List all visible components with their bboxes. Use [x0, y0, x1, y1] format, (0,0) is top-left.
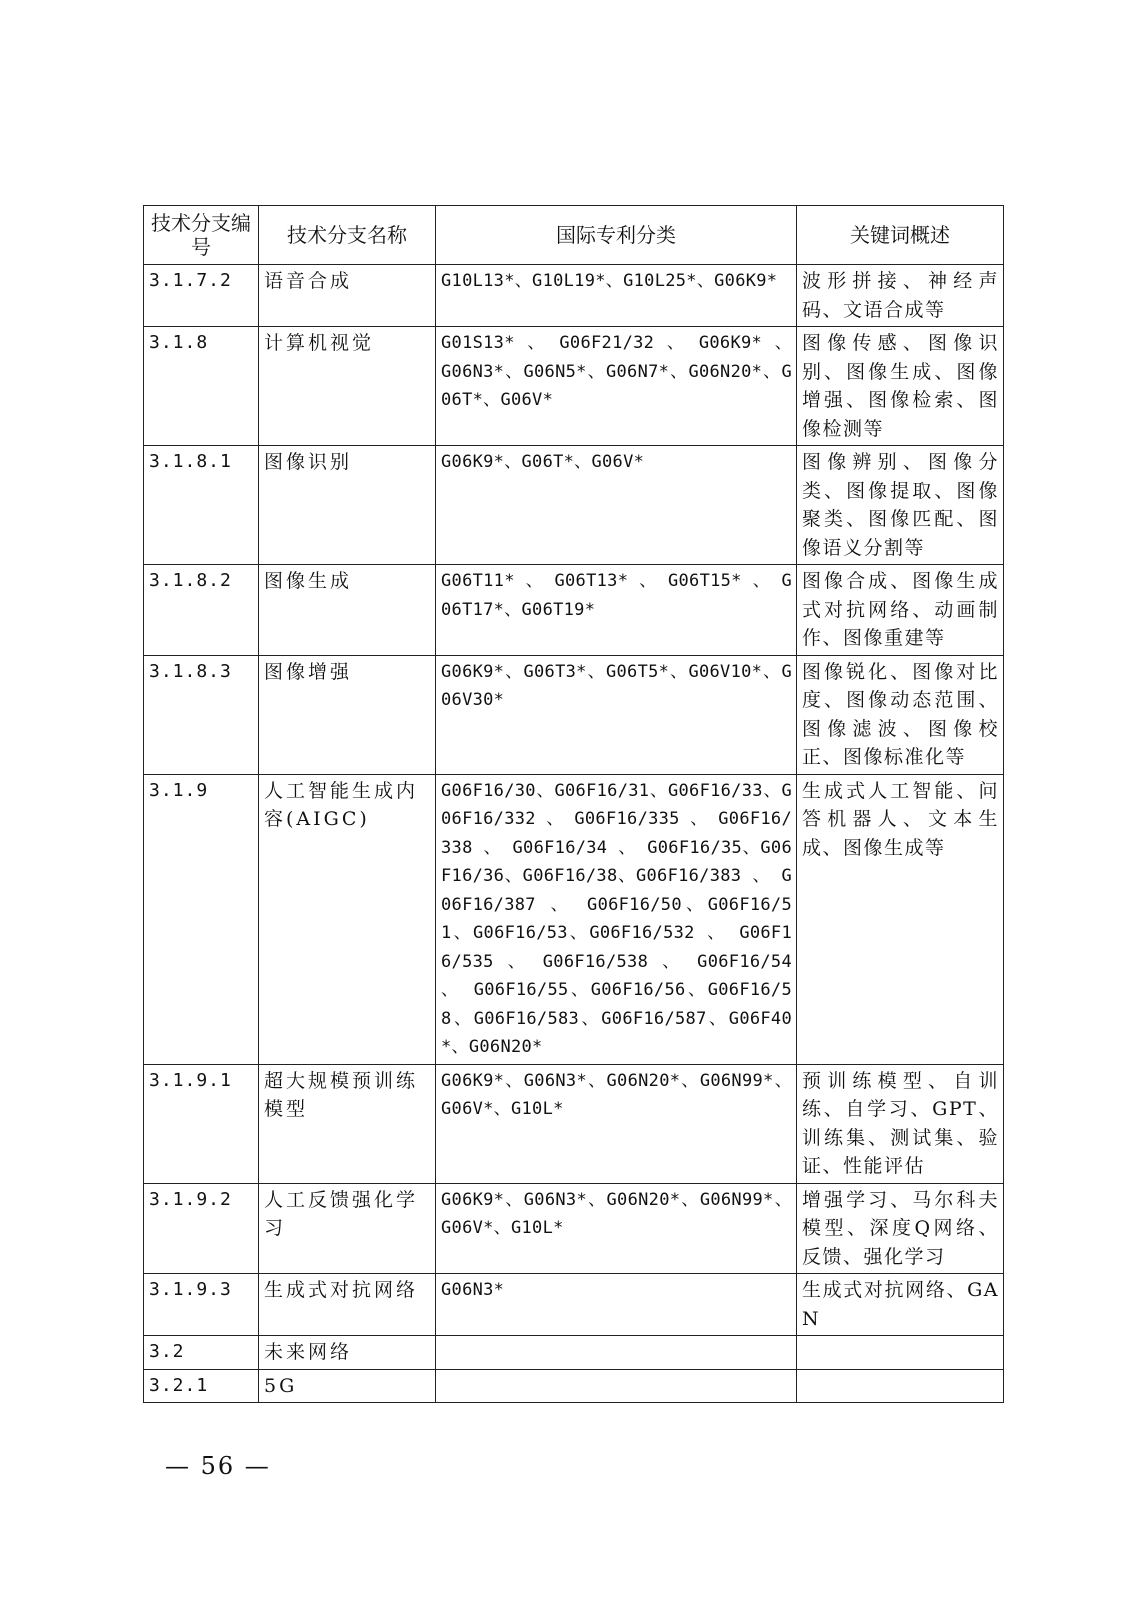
- cell-ipc: G06T11* 、 G06T13* 、 G06T15* 、 G06T17*、G06T19*: [436, 565, 797, 656]
- cell-keywords: 预训练模型、自训练、自学习、GPT、训练集、测试集、验证、性能评估: [797, 1064, 1004, 1183]
- table-row: [144, 1369, 1004, 1403]
- header-ipc: 国际专利分类: [436, 206, 797, 265]
- cell-ipc: G01S13* 、 G06F21/32 、 G06K9* 、 G06N3*、G06N5*、G06N7*、G06N20*、G06T*、G06V*: [436, 327, 797, 446]
- header-code: 技术分支编号: [144, 206, 259, 265]
- cell-name: 计算机视觉: [259, 327, 436, 446]
- cell-ipc: G06F16/30、G06F16/31、G06F16/33、G06F16/332 、 G06F16/335 、 G06F16/338 、 G06F16/34 、 G06F16/35、G06F16/36、G06F16/38、G06F16/383 、 G06F16/387 、 G06F16/50、G06F16/51、G06F16/53、G06F16/532 、 G06F16/535 、 G06F16/538 、 G06F16/54 、 G06F16/55、G06F16/56、G06F16/58、G06F16/583、G06F16/587、G06F40*、G06N20*: [436, 774, 797, 1064]
- cell-ipc: G06N3*: [436, 1274, 797, 1336]
- cell-code: 3.1.8.1: [144, 446, 259, 565]
- cell-name: 未来网络: [259, 1336, 436, 1370]
- cell-code: 3.1.7.2: [144, 265, 259, 327]
- cell-ipc: G06K9*、G06N3*、G06N20*、G06N99*、G06V*、G10L*: [436, 1064, 797, 1183]
- table-row: [144, 327, 1004, 446]
- cell-code: 3.1.9.3: [144, 1274, 259, 1336]
- cell-code: 3.1.8.2: [144, 565, 259, 656]
- patent-classification-table: [143, 205, 1004, 1403]
- table-row: [144, 1274, 1004, 1336]
- cell-name: 图像识别: [259, 446, 436, 565]
- cell-ipc: G06K9*、G06N3*、G06N20*、G06N99*、G06V*、G10L*: [436, 1183, 797, 1274]
- cell-ipc: [436, 1369, 797, 1403]
- cell-keywords: 波形拼接、神经声码、文语合成等: [797, 265, 1004, 327]
- cell-ipc: G06K9*、G06T*、G06V*: [436, 446, 797, 565]
- cell-name: 图像生成: [259, 565, 436, 656]
- cell-keywords: 生成式人工智能、问答机器人、文本生成、图像生成等: [797, 774, 1004, 1064]
- cell-code: 3.2.1: [144, 1369, 259, 1403]
- cell-name: 5G: [259, 1369, 436, 1403]
- table-row: [144, 265, 1004, 327]
- cell-keywords: 图像传感、图像识别、图像生成、图像增强、图像检索、图像检测等: [797, 327, 1004, 446]
- table-row: [144, 1064, 1004, 1183]
- table-header-row: [144, 206, 1004, 265]
- cell-name: 图像增强: [259, 655, 436, 774]
- cell-keywords: [797, 1369, 1004, 1403]
- table-row: [144, 446, 1004, 565]
- table-row: [144, 565, 1004, 656]
- cell-name: 生成式对抗网络: [259, 1274, 436, 1336]
- page-number: — 56 —: [165, 1452, 271, 1480]
- table-row: [144, 774, 1004, 1064]
- cell-name: 人工反馈强化学习: [259, 1183, 436, 1274]
- table-row: [144, 655, 1004, 774]
- cell-keywords: [797, 1336, 1004, 1370]
- cell-name: 语音合成: [259, 265, 436, 327]
- cell-code: 3.1.9.1: [144, 1064, 259, 1183]
- cell-ipc: G10L13*、G10L19*、G10L25*、G06K9*: [436, 265, 797, 327]
- cell-keywords: 图像合成、图像生成式对抗网络、动画制作、图像重建等: [797, 565, 1004, 656]
- cell-ipc: [436, 1336, 797, 1370]
- cell-code: 3.2: [144, 1336, 259, 1370]
- header-name: 技术分支名称: [259, 206, 436, 265]
- cell-code: 3.1.9.2: [144, 1183, 259, 1274]
- table-row: [144, 1336, 1004, 1370]
- cell-keywords: 图像锐化、图像对比度、图像动态范围、图像滤波、图像校正、图像标准化等: [797, 655, 1004, 774]
- cell-code: 3.1.9: [144, 774, 259, 1064]
- table-row: [144, 1183, 1004, 1274]
- cell-code: 3.1.8.3: [144, 655, 259, 774]
- cell-keywords: 图像辨别、图像分类、图像提取、图像聚类、图像匹配、图像语义分割等: [797, 446, 1004, 565]
- cell-name: 人工智能生成内容(AIGC): [259, 774, 436, 1064]
- cell-name: 超大规模预训练模型: [259, 1064, 436, 1183]
- cell-code: 3.1.8: [144, 327, 259, 446]
- cell-ipc: G06K9*、G06T3*、G06T5*、G06V10*、G06V30*: [436, 655, 797, 774]
- cell-keywords: 增强学习、马尔科夫模型、深度Q网络、反馈、强化学习: [797, 1183, 1004, 1274]
- header-keywords: 关键词概述: [797, 206, 1004, 265]
- cell-keywords: 生成式对抗网络、GAN: [797, 1274, 1004, 1336]
